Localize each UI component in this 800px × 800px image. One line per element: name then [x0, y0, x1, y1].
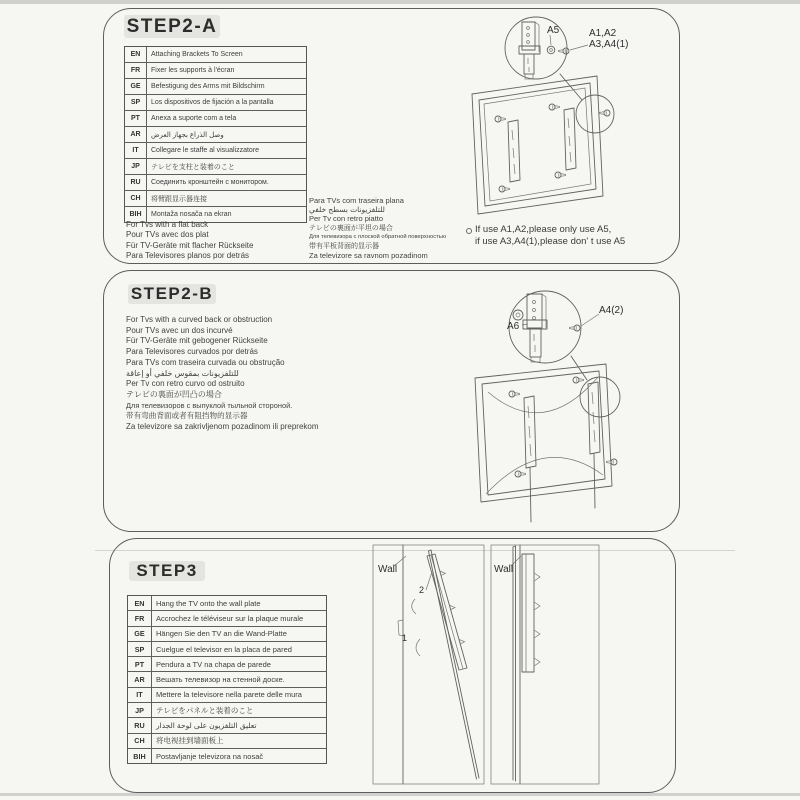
step3-language-table — [127, 595, 327, 764]
scan-streak-bottom — [0, 793, 800, 796]
language-code: AR — [125, 127, 147, 142]
table-row — [125, 111, 306, 127]
screw-icon — [509, 391, 520, 397]
step3-diagram — [370, 542, 605, 792]
instruction-text: 将臂跟显示器连接 — [151, 195, 207, 203]
bracket-detail — [523, 294, 547, 362]
table-row — [128, 688, 326, 703]
note-line: للتلفزيونات بمقوس خلفي أو إعاقة — [126, 368, 239, 378]
screw-icon — [515, 471, 526, 477]
screw-icon — [555, 172, 566, 178]
zoom-circle-small — [576, 95, 614, 133]
step3-title: STEP3 — [129, 561, 205, 581]
note-line: Para TVs com traseira plana — [309, 196, 404, 205]
step2b-title: STEP2-B — [128, 284, 216, 304]
table-row — [128, 703, 326, 718]
screw-icon — [549, 104, 560, 110]
step2a-flat-back-notes-left — [126, 220, 253, 261]
bracket-left — [508, 120, 520, 182]
note-line: Za televizore sa zakrivljenom pozadinom ili preprekom — [126, 422, 319, 432]
washer-icon — [513, 310, 523, 320]
instruction-text: Accrochez le téléviseur sur la plaque murale — [156, 613, 304, 623]
language-code: GE — [128, 627, 152, 641]
note-line: Für TV-Geräte mit gebogener Rückseite — [126, 336, 268, 346]
instruction-text: Postavljanje televizora na nosač — [156, 751, 264, 761]
table-row — [125, 143, 306, 159]
hang-step-2-box — [491, 545, 599, 784]
language-code: BIH — [125, 207, 147, 222]
instruction-text: تعليق التلفزيون على لوحة الجدار — [156, 721, 257, 731]
instruction-text: Pendura a TV na chapa de parede — [156, 659, 271, 669]
label-step-number-2: 2 — [419, 585, 425, 595]
instruction-text: Fixer les supports à l'écran — [151, 67, 235, 74]
note-line: For Tvs with a flat back — [126, 220, 209, 229]
tv-back — [472, 76, 603, 214]
screw-icon — [570, 325, 581, 331]
step2b-notes — [126, 315, 319, 433]
language-code: CH — [125, 191, 147, 206]
instruction-text: Collegare le staffe al visualizzatore — [151, 147, 260, 154]
tv-back-curved — [475, 364, 612, 502]
label-wall-right: Wall — [494, 564, 514, 575]
num2-pointer-line — [426, 572, 432, 590]
language-code: FR — [125, 63, 147, 78]
tilt-arrow — [412, 599, 416, 614]
instruction-text: Los dispositivos de fijación a la pantalla — [151, 99, 274, 106]
language-code: FR — [128, 611, 152, 625]
table-row — [128, 749, 326, 763]
label-a4-2: A4(2) — [599, 305, 624, 316]
note-line: Per Tv con retro piatto — [309, 214, 384, 224]
note-line: Für TV-Geräte mit flacher Rückseite — [126, 240, 254, 250]
table-row — [128, 734, 326, 749]
note-line: Para Televisores planos por detrás — [126, 250, 250, 260]
step2a-title: STEP2-A — [124, 15, 220, 38]
instruction-text: Mettere la televisore nella parete delle mura — [156, 690, 302, 700]
label-a5: A5 — [547, 25, 560, 36]
label-a1a2: A1,A2 — [589, 28, 617, 39]
a5-pointer-line — [550, 35, 551, 45]
language-code: CH — [128, 734, 152, 748]
table-row — [128, 672, 326, 687]
language-code: EN — [125, 47, 147, 62]
scan-streak-top — [0, 0, 800, 4]
language-code: RU — [125, 175, 147, 190]
step2a-diagram — [438, 12, 686, 224]
zoom-connector-line — [571, 356, 587, 380]
a1a2-pointer-line — [570, 45, 588, 50]
language-code: SP — [125, 95, 147, 110]
table-row — [125, 63, 306, 79]
language-code: JP — [128, 703, 152, 717]
usage-note-line: If use A1,A2,please only use A5, — [475, 224, 612, 235]
label-wall-left: Wall — [378, 564, 398, 575]
language-code: BIH — [128, 749, 152, 763]
language-code: AR — [128, 672, 152, 686]
table-row — [128, 657, 326, 672]
table-row — [125, 95, 306, 111]
step2b-diagram — [438, 276, 686, 532]
wall-plate-vertical — [522, 554, 540, 672]
note-line: Para TVs com traseira curvada ou obstrução — [126, 357, 285, 367]
a4-pointer-line — [581, 314, 599, 326]
note-line: Pour TVs avec un dos incurvé — [126, 325, 233, 335]
note-line: Za televizore sa ravnom pozadinom — [309, 251, 428, 261]
table-row — [128, 611, 326, 626]
language-code: EN — [128, 596, 152, 610]
table-row — [125, 127, 306, 143]
bracket-right — [564, 108, 576, 170]
bracket-left — [524, 396, 536, 522]
note-bullet-icon — [466, 228, 472, 234]
bracket-detail — [519, 22, 540, 79]
instruction-text: Attaching Brackets To Screen — [151, 51, 243, 58]
usage-note-line: if use A3,A4(1),please don' t use A5 — [475, 236, 626, 247]
note-line: Для телевизоров с выпуклой тыльной стороной. — [126, 400, 293, 410]
label-a3a4: A3,A4(1) — [589, 39, 629, 50]
note-line: Para Televisores curvados por detrás — [126, 347, 258, 357]
table-row — [125, 191, 306, 207]
instruction-text: Вешать телевизор на стенной доске. — [156, 675, 285, 685]
note-line: Для телевизора с плоской обратной поверхностью — [309, 233, 447, 240]
table-row — [128, 718, 326, 733]
instruction-text: Anexa a suporte com a tela — [151, 115, 237, 122]
instruction-text: Соединить кронштейн с монитором. — [151, 179, 269, 186]
instruction-text: Montaža nosača na ekran — [151, 211, 232, 218]
language-code: PT — [125, 111, 147, 126]
language-code: PT — [128, 657, 152, 671]
table-row — [125, 159, 306, 175]
instruction-text: Hang the TV onto the wall plate — [156, 598, 261, 608]
language-code: IT — [125, 143, 147, 158]
screw-icon — [573, 377, 584, 383]
screw-icon — [495, 116, 506, 122]
instruction-text: Cuelgue el televisor en la placa de pared — [156, 644, 292, 654]
label-step-number-1: 1 — [402, 633, 408, 643]
screw-icon — [607, 459, 618, 465]
instruction-text: وصل الذراع بجهاز العرض — [151, 131, 224, 139]
washer-icon — [547, 46, 555, 54]
screw-icon — [600, 110, 611, 116]
instruction-text: Befestigung des Arms mit Bildschirm — [151, 83, 265, 90]
step2a-language-table — [124, 46, 307, 223]
table-row — [125, 79, 306, 95]
note-line: テレビの裏面が平坦の場合 — [309, 224, 393, 232]
note-line: للتلفزيونات بسطح خلفي — [309, 205, 385, 215]
note-line: 带有平板背面的显示器 — [309, 243, 379, 251]
screw-icon — [499, 186, 510, 192]
language-code: IT — [128, 688, 152, 702]
note-line: テレビの裏面が凹凸の場合 — [126, 389, 222, 399]
language-code: RU — [128, 718, 152, 732]
language-code: SP — [128, 642, 152, 656]
instruction-text: Hängen Sie den TV an die Wand-Platte — [156, 629, 287, 639]
note-line: Pour TVs avec dos plat — [126, 230, 209, 240]
note-line: For Tvs with a curved back or obstruction — [126, 315, 273, 324]
table-row — [125, 47, 306, 63]
table-row — [128, 642, 326, 657]
tilt-arrow — [416, 639, 420, 656]
note-line: 带有弯曲背面或者有阻挡物的显示器 — [126, 411, 248, 421]
language-code: GE — [125, 79, 147, 94]
table-row — [128, 627, 326, 642]
tv-side-tilted — [429, 550, 480, 779]
instruction-text: 将电视挂到墙面板上 — [156, 736, 224, 746]
step2a-flat-back-notes-right — [309, 196, 446, 260]
language-code: JP — [125, 159, 147, 174]
instruction-text: テレビを支柱と装着のこと — [151, 163, 235, 171]
table-row — [125, 175, 306, 191]
hang-step-1-box — [373, 545, 484, 784]
instruction-text: テレビをパネルと装着のこと — [156, 705, 254, 715]
tv-side-flush — [513, 546, 516, 781]
note-line: Per Tv con retro curvo od ostruito — [126, 379, 245, 389]
step2a-usage-note — [475, 224, 625, 248]
label-a6: A6 — [507, 321, 520, 332]
table-row — [128, 596, 326, 611]
